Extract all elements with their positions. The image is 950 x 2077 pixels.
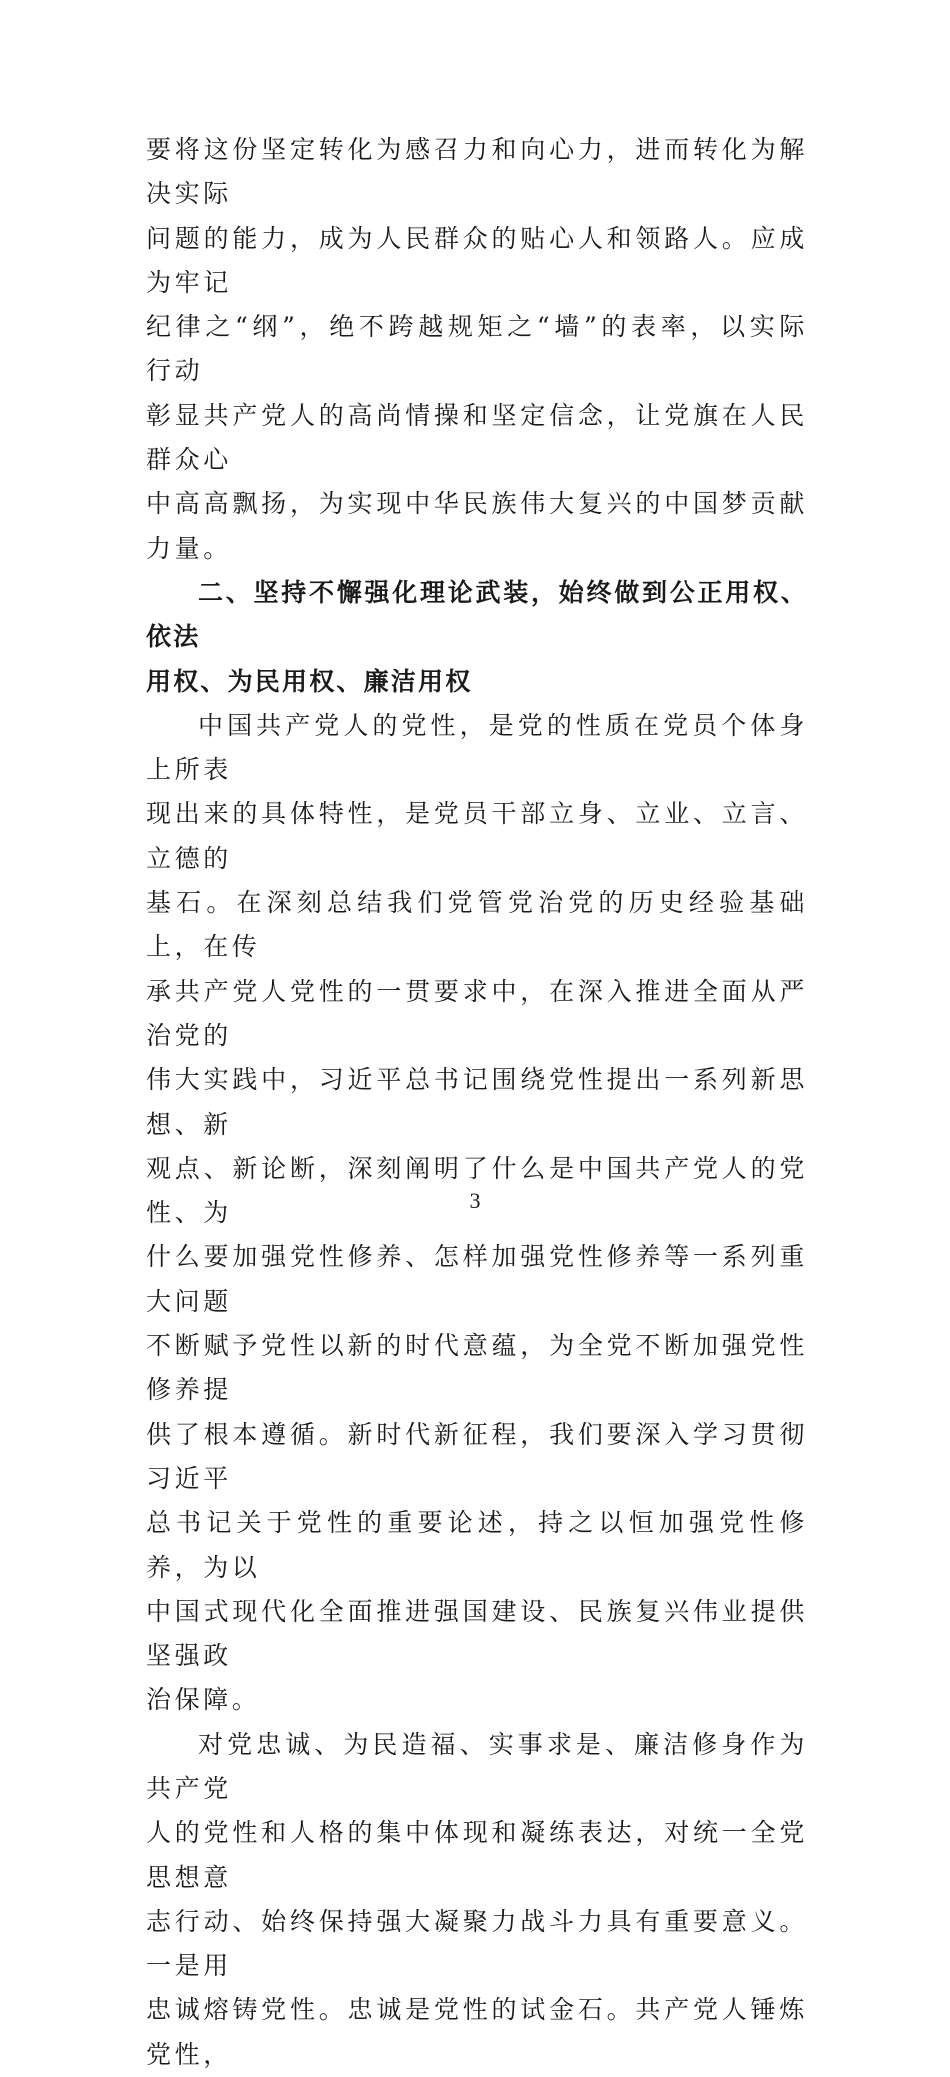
section-heading: 二、坚持不懈强化理论武装，始终做到公正用权、依法 用权、为民用权、廉洁用权	[146, 577, 808, 696]
paragraph-body-2: 对党忠诚、为民造福、实事求是、廉洁修身作为共产党 人的党性和人格的集中体现和凝练表达，对统一全党思想意 志行动、始终保持强大凝聚力战斗力具有重要意义。一是用 忠诚熔铸党性。忠诚是党性的试金石。共产党人锤炼党性，	[146, 1729, 808, 2069]
paragraph-continuation: 要将这份坚定转化为感召力和向心力，进而转化为解决实际 问题的能力，成为人民群众的贴心人和领路人。应成为牢记 纪律之“纲”，绝不跨越规矩之“墙”的表率，以实际行动 彰显共产党人的高尚情操和坚定信念，让党旗在人民群众心 中高高飘扬，为实现中华民族伟大复兴的中国梦贡献力量。	[146, 135, 808, 563]
paragraph-body-1: 中国共产党人的党性，是党的性质在党员个体身上所表 现出来的具体特性，是党员干部立身、立业、立言、立德的 基石。在深刻总结我们党管党治党的历史经验基础上，在传 承共产党人党性的一贯要求中，在深入推进全面从严治党的 伟大实践中，习近平总书记围绕党性提出一系列新思想、新 观点、新论断，深刻阐明了什么是中国共产党人的党性、为 什么要加强党性修养、怎样加强党性修养等一系列重大问题 不断赋予党性以新的时代意蕴，为全党不断加强党性修养提 供了根本遵循。新时代新征程，我们要深入学习贯彻习近平 总书记关于党性的重要论述，持之以恒加强党性修养，为以 中国式现代化全面推进强国建设、民族复兴伟业提供坚强政 治保障。	[146, 710, 808, 1715]
page-number: 3	[469, 1188, 481, 1213]
document-body	[146, 128, 808, 2077]
